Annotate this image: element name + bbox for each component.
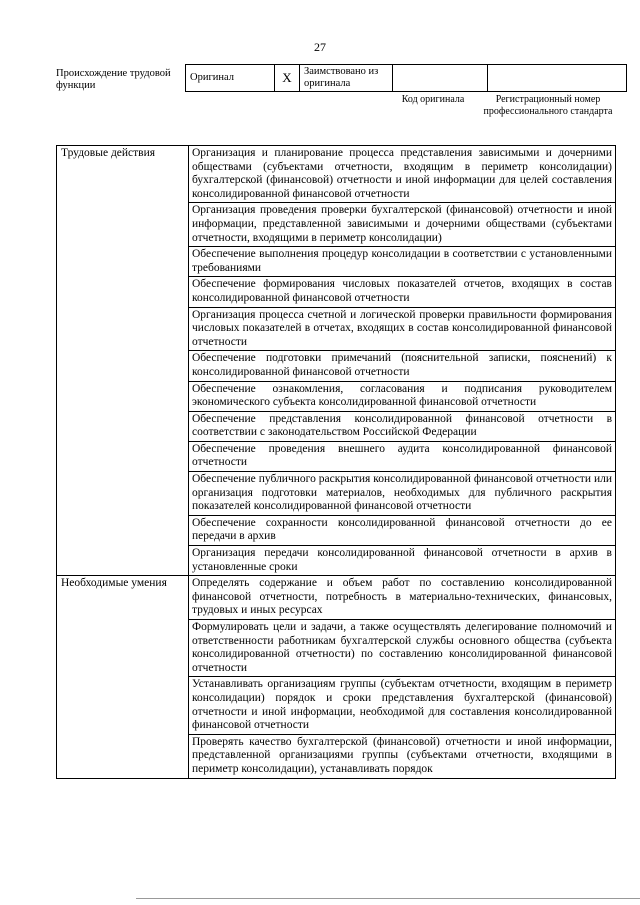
labor-actions-label: Трудовые действия [57, 146, 189, 576]
skill-item: Определять содержание и объем работ по составлению консолидированной финансовой отчетности, потребность в материально-технических, финансовых, трудовых и иных ресурсах [189, 576, 616, 620]
labor-action-item: Обеспечение публичного раскрытия консолидированной финансовой отчетности или организация подготовки материалов, необходимых для публичного раскрытия показателей консолидированной финансовой отчетности [189, 472, 616, 516]
labor-action-item: Обеспечение подготовки примечаний (пояснительной записки, пояснений) к консолидированной финансовой отчетности [189, 351, 616, 381]
page-bottom-rule [136, 898, 640, 899]
labor-action-item: Обеспечение ознакомления, согласования и подписания руководителем экономического субъекта консолидированной финансовой отчетности [189, 381, 616, 411]
labor-action-item: Обеспечение представления консолидированной финансовой отчетности в соответствии с законодательством Российской Федерации [189, 411, 616, 441]
table-row [57, 576, 616, 620]
required-skills-label: Необходимые умения [57, 576, 189, 778]
original-code-cell [393, 65, 488, 92]
function-table [56, 145, 616, 779]
labor-action-item: Обеспечение сохранности консолидированной финансовой отчетности до ее передачи в архив [189, 515, 616, 545]
table-row [57, 146, 616, 203]
registration-number-cell [488, 65, 627, 92]
origin-table [185, 64, 627, 92]
skill-item: Формулировать цели и задачи, а также осуществлять делегирование полномочий и ответственности работникам бухгалтерской службы основного общества (субъекта консолидированной отчетности) по составлению консолидированной финансовой отчетности [189, 620, 616, 677]
labor-action-item: Организация проведения проверки бухгалтерской (финансовой) отчетности и иной информации, представленной зависимыми и дочерними обществами (субъектами отчетности, входящими в периметр консолидации) [189, 203, 616, 247]
labor-action-item: Организация и планирование процесса представления зависимыми и дочерними обществами (субъектами отчетности, входящим в периметр консолидации) бухгалтерской (финансовой) отчетности и иной информации для целей составления консолидированной финансовой отчетности [189, 146, 616, 203]
labor-action-item: Организация процесса счетной и логической проверки правильности формирования числовых показателей в отчетах, входящих в состав консолидированной финансовой отчетности [189, 307, 616, 351]
original-mark: X [275, 65, 300, 92]
labor-action-item: Обеспечение выполнения процедур консолидации в соответствии с установленными требованиями [189, 247, 616, 277]
original-code-caption: Код оригинала [401, 94, 465, 105]
labor-action-item: Обеспечение формирования числовых показателей отчетов, входящих в состав консолидированной финансовой отчетности [189, 277, 616, 307]
page-number: 27 [314, 40, 326, 54]
borrowed-cell: Заимствовано из оригинала [300, 65, 393, 92]
original-cell: Оригинал [186, 65, 275, 92]
skill-item: Устанавливать организациям группы (субъектам отчетности, входящим в периметр консолидации) порядок и сроки представления бухгалтерской (финансовой) отчетности и иной информации, необходимой для составления консолидированной финансовой отчетности [189, 677, 616, 734]
registration-number-caption: Регистрационный номер профессионального стандарта [483, 94, 613, 117]
labor-action-item: Обеспечение проведения внешнего аудита консолидированной финансовой отчетности [189, 441, 616, 471]
origin-label: Происхождение трудовой функции [56, 68, 171, 91]
labor-action-item: Организация передачи консолидированной финансовой отчетности в архив в установленные сроки [189, 546, 616, 576]
skill-item: Проверять качество бухгалтерской (финансовой) отчетности и иной информации, представленной организациями группы (субъектами отчетности, входящими в периметр консолидации), устанавливать порядок [189, 734, 616, 778]
